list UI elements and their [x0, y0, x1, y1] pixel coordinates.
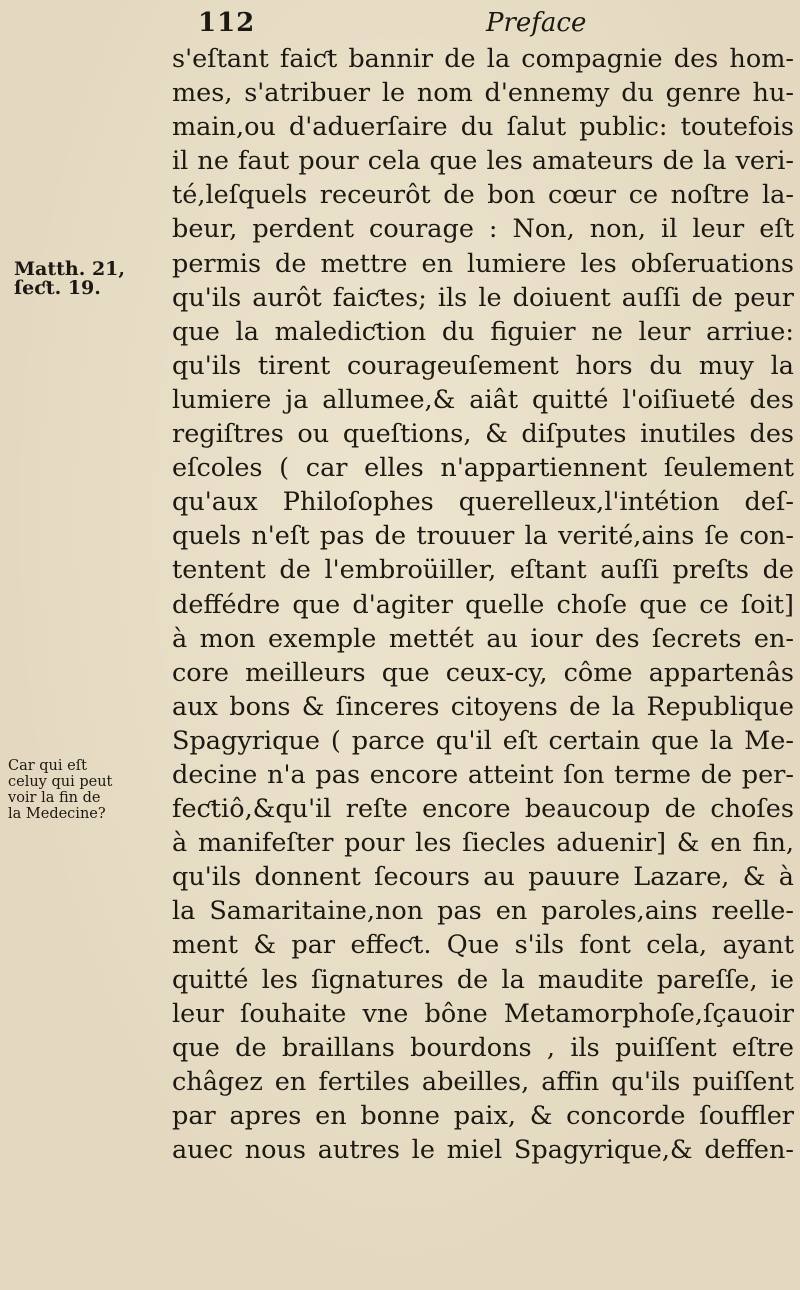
text-line: aux bons & ſinceres citoyens de la Republique — [172, 691, 794, 722]
page-number: 112 — [198, 8, 256, 38]
marginal-note-line: la Medecine? — [8, 806, 106, 822]
text-line: Spagyrique ( parce qu'il eſt certain que la Me- — [172, 725, 794, 756]
running-head: Preface — [486, 8, 587, 38]
text-line: que la malediƈtion du figuier ne leur arriue: — [172, 316, 794, 347]
text-line: s'eſtant faiƈt bannir de la compagnie des hom- — [172, 44, 794, 74]
text-line: regiſtres ou queſtions, & diſputes inutiles des — [172, 419, 794, 450]
text-line: à manifeſter pour les ſiecles aduenir] & en fin, — [172, 828, 794, 859]
text-line: quels n'eſt pas de trouuer la verité,ains ſe con- — [172, 521, 794, 552]
text-line: par apres en bonne paix, & concorde ſouffler — [172, 1100, 794, 1131]
text-line: qu'ils tirent courageuſement hors du muy la — [172, 350, 794, 381]
text-line: leur ſouhaite vne bône Metamorphoſe,ſçauoir — [172, 998, 794, 1029]
text-line: beur, perdent courage : Non, non, il leur eſt — [172, 214, 794, 245]
marginal-note-line: Matth. 21, — [14, 258, 125, 280]
text-line: tentent de l'embroüiller, eſtant auſſi preſts de — [172, 555, 794, 586]
text-line: ment & par effeƈt. Que s'ils font cela, ayant — [172, 930, 794, 961]
text-line: qu'aux Philoſophes querelleux,l'intétion deſ- — [172, 487, 794, 518]
marginal-note-medecine — [8, 758, 158, 822]
text-line: eſcoles ( car elles n'appartiennent ſeulement — [172, 453, 794, 484]
text-line: mes, s'atribuer le nom d'ennemy du genre hu- — [172, 78, 794, 109]
text-line: auec nous autres le miel Spagyrique,& deffen- — [172, 1135, 794, 1165]
text-line: que de braillans bourdons , ils puiſſent eſtre — [172, 1032, 794, 1063]
marginal-note-line: Car qui eſt — [8, 758, 87, 774]
text-line: main,ou d'aduerſaire du ſalut public: toutefois — [172, 112, 794, 143]
text-line: feƈtiô,&qu'il reſte encore beaucoup de choſes — [172, 794, 794, 825]
text-line: decine n'a pas encore atteint ſon terme de per- — [172, 759, 794, 790]
text-line: lumiere ja allumee,& aiât quitté l'oiſiueté des — [172, 384, 794, 415]
text-line: qu'ils aurôt faiƈtes; ils le doiuent auſſi de peur — [172, 282, 794, 313]
text-line: à mon exemple mettét au iour des ſecrets en- — [172, 623, 794, 654]
page-header — [178, 8, 778, 42]
text-line: il ne faut pour cela que les amateurs de la veri- — [172, 146, 794, 177]
text-line: quitté les ſignatures de la maudite pareſſe, ie — [172, 964, 794, 995]
body-text — [172, 42, 794, 1167]
text-line: deffédre que d'agiter quelle choſe que ce ſoit] — [172, 589, 794, 620]
marginal-note-line: celuy qui peut — [8, 774, 113, 790]
text-line: core meilleurs que ceux-cy, côme appartenâs — [172, 657, 794, 688]
text-line: té,leſquels receurôt de bon cœur ce noſtre la- — [172, 180, 794, 211]
marginal-note-line: ſeƈt. 19. — [14, 277, 101, 299]
marginal-note-matthew — [14, 260, 164, 298]
text-line: la Samaritaine,non pas en paroles,ains reelle- — [172, 896, 794, 927]
text-line: châgez en fertiles abeilles, affin qu'ils puiſſent — [172, 1066, 794, 1097]
text-line: qu'ils donnent ſecours au pauure Lazare, & à — [172, 862, 794, 893]
marginal-note-line: voir la fin de — [8, 790, 101, 806]
text-line: permis de mettre en lumiere les obſeruations — [172, 248, 794, 279]
